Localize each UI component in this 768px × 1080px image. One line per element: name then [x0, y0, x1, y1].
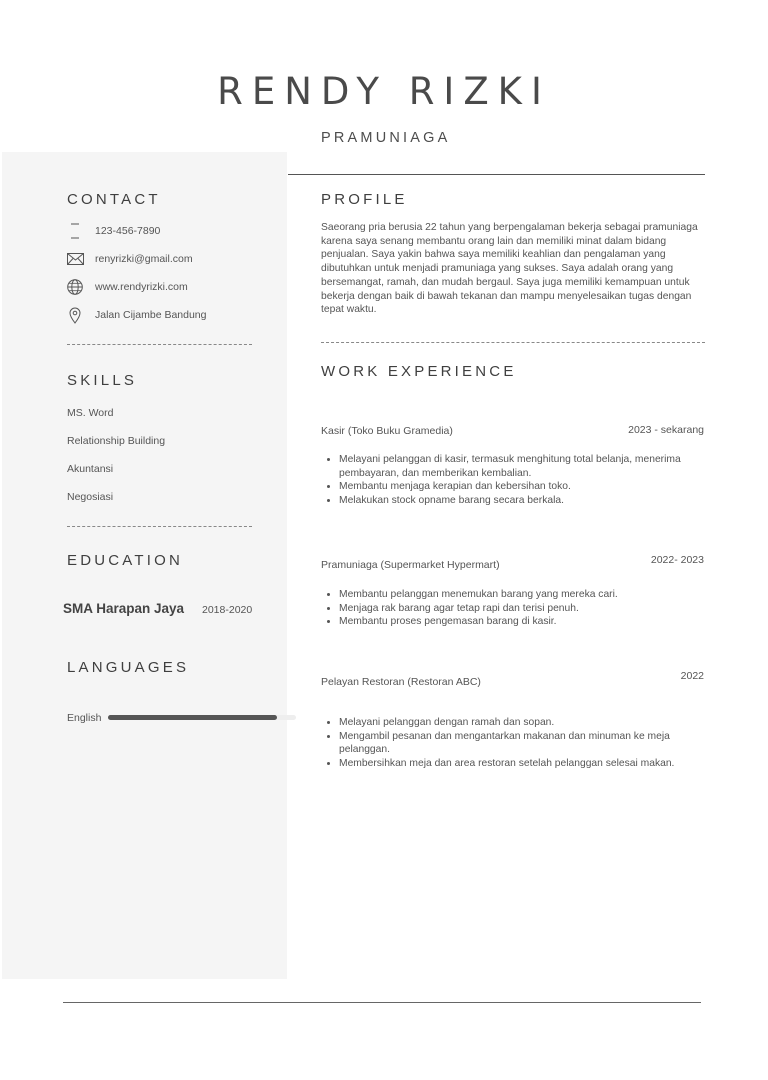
profile-heading: PROFILE	[321, 191, 408, 208]
job-duties	[323, 716, 719, 771]
contact-website	[66, 278, 188, 296]
address-text: Jalan Cijambe Bandung	[95, 309, 207, 321]
education-heading: EDUCATION	[67, 552, 184, 569]
job-duty: • Melayani pelanggan dengan ramah dan sopan.	[339, 716, 719, 730]
job-duty: • Mengambil pesanan dan mengantarkan makanan dan minuman ke meja pelanggan.	[339, 730, 719, 757]
skill-item: Akuntansi	[67, 463, 114, 475]
job-position: Pelayan Restoran (Restoran ABC)	[321, 676, 481, 688]
profile-text: Saeorang pria berusia 22 tahun yang berpengalaman bekerja sebagai pramuniaga karena saya senang membantu orang lain dan memiliki minat dalam bidang penjualan. Saya yakin bahwa saya memiliki keahlian dan pengalaman yang dibutuhkan untuk menjadi pramuniaga yang sukses. Saya adalah orang yang bersemangat, ramah, dan mudah bergaul. Saya juga memiliki kemampuan untuk bekerja dengan baik di bawah tekanan dan mampu menyelesaikan tugas dengan tepat waktu.	[321, 222, 698, 316]
job-duties	[323, 453, 719, 508]
job-title: PRAMUNIAGA	[321, 130, 451, 146]
language-name: English	[67, 712, 102, 724]
job-duty: • Membantu proses pengemasan barang di kasir.	[339, 615, 719, 629]
footer-divider	[63, 1002, 701, 1003]
language-level-bar	[108, 715, 296, 720]
contact-heading: CONTACT	[67, 191, 161, 208]
job-position: Pramuniaga (Supermarket Hypermart)	[321, 559, 500, 571]
globe-icon	[66, 278, 84, 296]
job-position: Kasir (Toko Buku Gramedia)	[321, 425, 453, 437]
phone-icon	[66, 222, 84, 240]
skill-item: Negosiasi	[67, 491, 114, 503]
skill-item: MS. Word	[67, 407, 114, 419]
education-school: SMA Harapan Jaya	[63, 601, 185, 616]
contact-address	[66, 306, 207, 324]
contact-divider	[67, 344, 252, 345]
language-level-fill	[108, 715, 277, 720]
job-date: 2022- 2023	[650, 554, 704, 566]
location-pin-icon	[66, 306, 84, 324]
contact-email	[66, 250, 193, 268]
job-date: 2023 - sekarang	[628, 424, 704, 436]
contact-phone	[66, 222, 160, 240]
job-duty: • Membantu menjaga kerapian dan kebersihan toko.	[339, 480, 719, 494]
languages-heading: LANGUAGES	[67, 659, 190, 676]
skill-item: Relationship Building	[67, 435, 166, 447]
job-duties	[323, 588, 719, 629]
profile-divider	[321, 342, 705, 343]
phone-text: 123-456-7890	[95, 225, 161, 237]
mail-icon	[66, 250, 84, 268]
job-duty: • Melakukan stock opname barang secara berkala.	[339, 494, 719, 508]
job-date: 2022	[680, 670, 704, 682]
job-duty: • Membersihkan meja dan area restoran setelah pelanggan selesai makan.	[339, 757, 719, 771]
job-duty: • Melayani pelanggan di kasir, termasuk menghitung total belanja, menerima pembayaran, dan memberikan kembalian.	[339, 453, 719, 480]
header-divider	[288, 174, 705, 175]
email-text: renyrizki@gmail.com	[95, 253, 193, 265]
skills-divider	[67, 526, 252, 527]
job-duty: • Menjaga rak barang agar tetap rapi dan terisi penuh.	[339, 602, 719, 616]
skills-heading: SKILLS	[67, 372, 138, 389]
work-heading: WORK EXPERIENCE	[321, 363, 517, 380]
website-text: www.rendyrizki.com	[95, 281, 188, 293]
education-years: 2018-2020	[202, 604, 253, 616]
job-duty: • Membantu pelanggan menemukan barang yang mereka cari.	[339, 588, 719, 602]
resume-name: RENDY RIZKI	[217, 70, 551, 113]
